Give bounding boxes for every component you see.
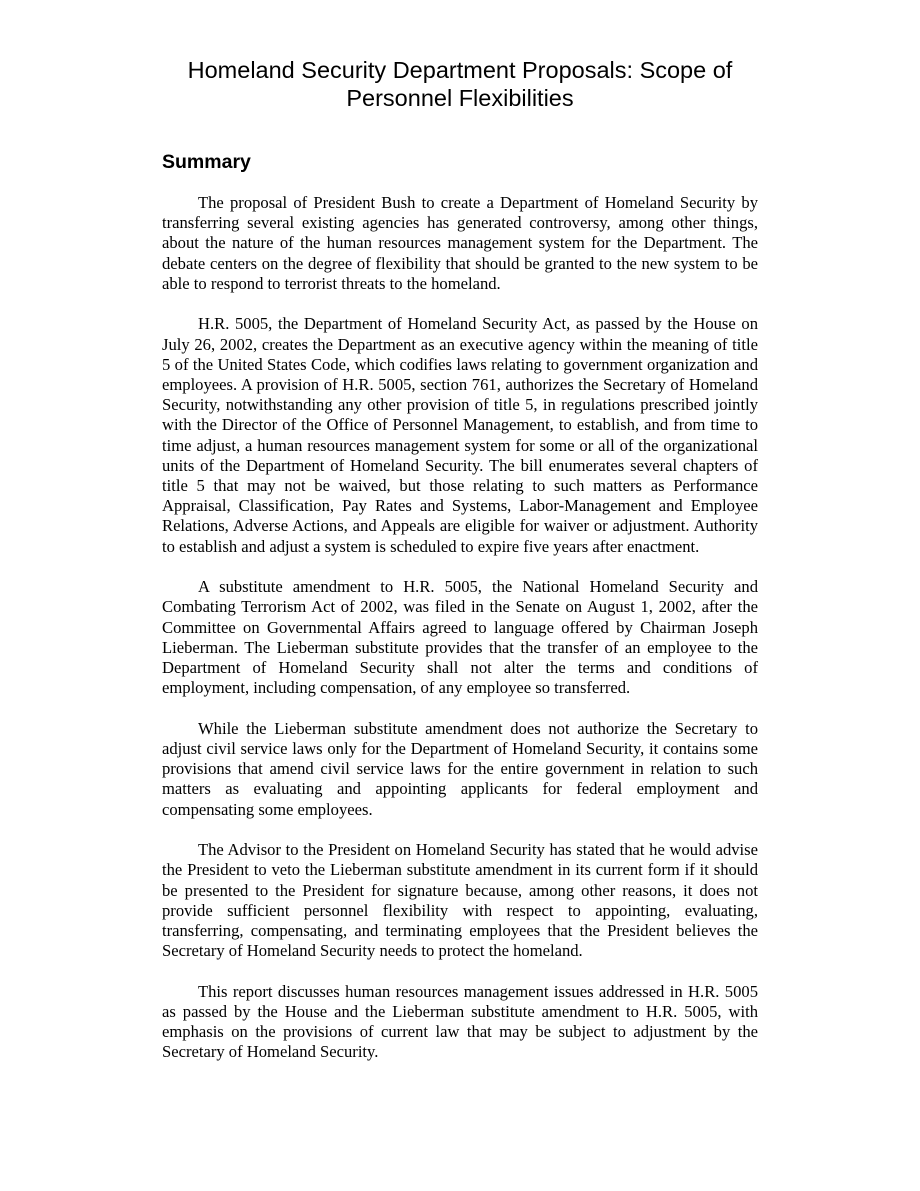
summary-paragraph-5: The Advisor to the President on Homeland Security has stated that he would advise the President to veto the Lieberman substitute amendment in its current form if it should be presented to the President for signature because, among other reasons, it does not provide sufficient personnel flexibility with respect to appointing, evaluating, transferring, compensating, and terminating employees that the President believes the Secretary of Homeland Security needs to protect the homeland. [162, 840, 758, 961]
summary-paragraph-3: A substitute amendment to H.R. 5005, the National Homeland Security and Combating Terrorism Act of 2002, was filed in the Senate on August 1, 2002, after the Committee on Governmental Affairs agreed to language offered by Chairman Joseph Lieberman. The Lieberman substitute provides that the transfer of an employee to the Department of Homeland Security shall not alter the terms and conditions of employment, including compensation, of any employee so transferred. [162, 577, 758, 698]
document-page [162, 56, 758, 1083]
summary-paragraph-6: This report discusses human resources management issues addressed in H.R. 5005 as passed by the House and the Lieberman substitute amendment to H.R. 5005, with emphasis on the provisions of current law that may be subject to adjustment by the Secretary of Homeland Security. [162, 981, 758, 1062]
summary-paragraph-2: H.R. 5005, the Department of Homeland Security Act, as passed by the House on July 26, 2002, creates the Department as an executive agency within the meaning of title 5 of the United States Code, which codifies laws relating to government organization and employees. A provision of H.R. 5005, section 761, authorizes the Secretary of Homeland Security, notwithstanding any other provision of title 5, in regulations prescribed jointly with the Director of the Office of Personnel Management, to establish, and from time to time adjust, a human resources management system for some or all of the organizational units of the Department of Homeland Security. The bill enumerates several chapters of title 5 that may not be waived, but those relating to such matters as Performance Appraisal, Classification, Pay Rates and Systems, Labor-Management and Employee Relations, Adverse Actions, and Appeals are eligible for waiver or adjustment. Authority to establish and adjust a system is scheduled to expire five years after enactment. [162, 314, 758, 556]
summary-paragraph-1: The proposal of President Bush to create a Department of Homeland Security by transferring several existing agencies has generated controversy, among other things, about the nature of the human resources management system for the Department. The debate centers on the degree of flexibility that should be granted to the new system to be able to respond to terrorist threats to the homeland. [162, 193, 758, 293]
document-title-line-2: Personnel Flexibilities [346, 85, 574, 111]
document-title-line-1: Homeland Security Department Proposals: Scope of [187, 57, 733, 83]
document-title [162, 56, 758, 112]
summary-paragraph-4: While the Lieberman substitute amendment does not authorize the Secretary to adjust civil service laws only for the Department of Homeland Security, it contains some provisions that amend civil service laws for the entire government in relation to such matters as evaluating and appointing applicants for federal employment and compensating some employees. [162, 718, 758, 819]
summary-body [162, 193, 758, 1063]
section-heading-summary: Summary [162, 151, 251, 173]
